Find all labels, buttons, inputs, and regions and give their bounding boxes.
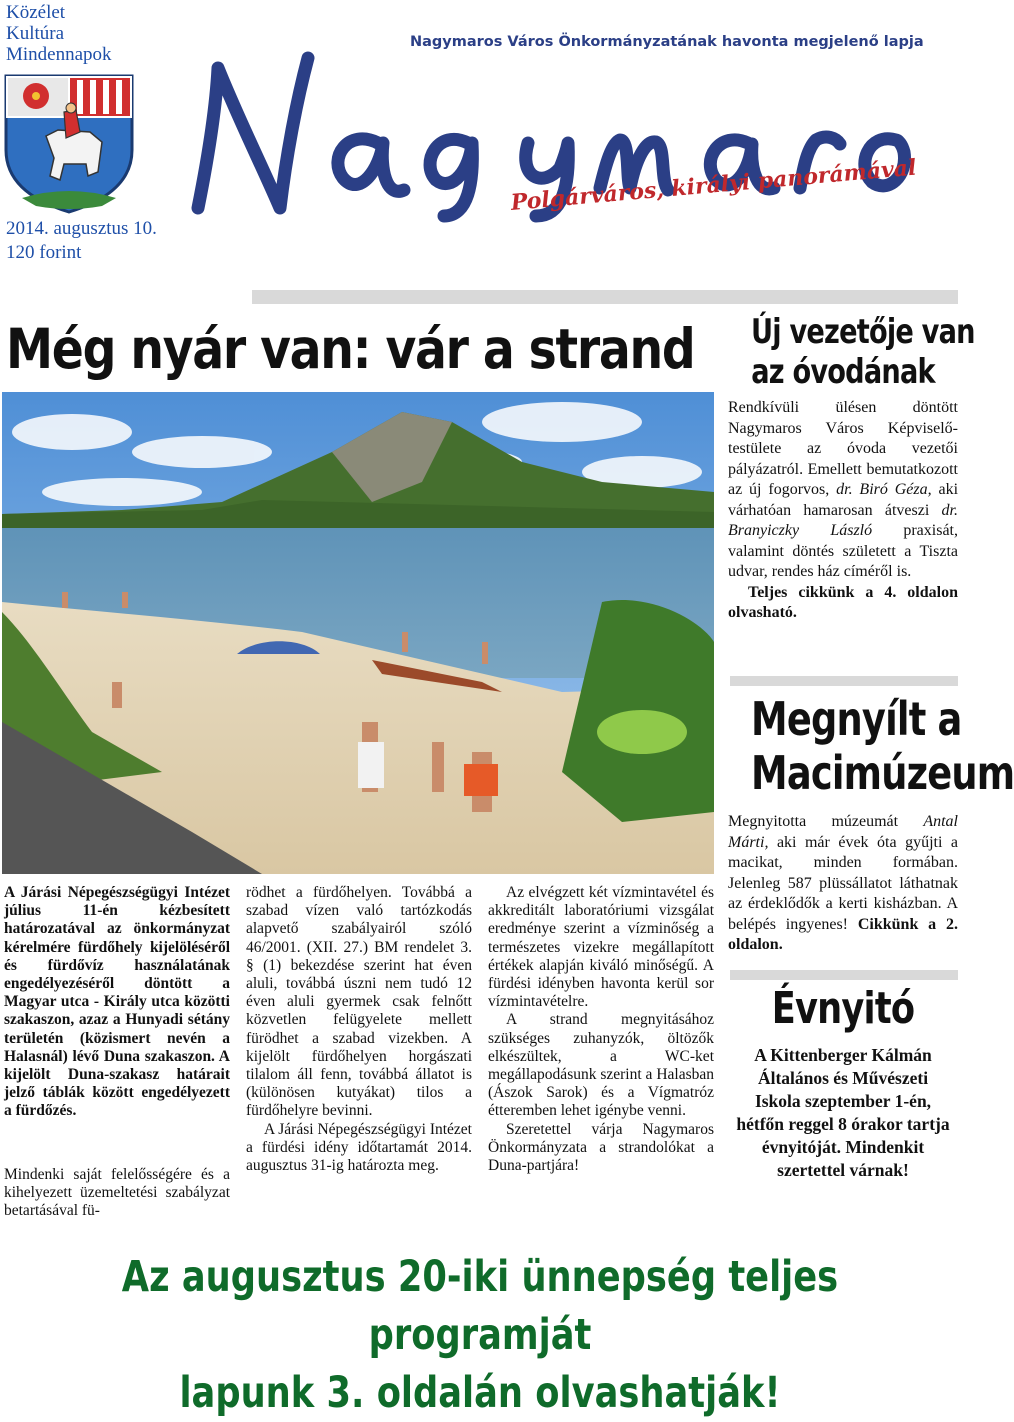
paper-subtitle: Nagymaros Város Önkormányzatának havonta megjelenő lapja <box>410 34 924 50</box>
person-name: Antal Márti, <box>728 813 958 851</box>
sidebar-story-kindergarten <box>728 312 975 624</box>
sidebar-text-part: Rendkívüli ülésen döntött Nagymaros Város Képviselő-testülete az óvoda vezetői pályázatról. Emellett bemutatkozott az új fogorvos, <box>728 399 958 498</box>
tagline-line: Közélet <box>6 2 66 23</box>
sidebar-headline: Macimúzeum <box>751 746 1014 800</box>
issue-price: 120 forint <box>6 242 82 263</box>
sidebar-text <box>728 398 958 624</box>
sidebar-text-part: aki várhatóan hamarosan átveszi <box>728 481 959 519</box>
slogan: Polgárváros, királyi panorámával <box>509 154 918 216</box>
article-column-1 <box>4 884 230 1121</box>
tagline-line: Mindennapok <box>6 44 112 65</box>
divider-rule <box>252 290 958 304</box>
article-paragraph: Az elvégzett két vízmintavétel és akkreditált laboratóriumi vizsgálat eredménye szerint a vízminőség a természetes vizekre megállapított értékek alapján kiváló minőségű. A fürdési idényben havonta kerül sor vízmintavételre. <box>488 884 714 1011</box>
sidebar-text-part: praxisát, valamint döntés született a Tiszta udvar, rendes ház címéről is. <box>728 522 958 580</box>
sidebar-story-museum <box>728 692 1014 956</box>
sidebar-divider <box>730 970 958 980</box>
article-lead: A Járási Népegészségügyi Intézet július 11-én kézbesített határozatával az önkormányzat kérelmére fürdőhely kijelöléséről és fürdővíz használatának engedélyezéséről döntött a Magyar utca - Király utca közötti szakaszon, azaz a Hunyadi sétány területén (közismert nevén a Halasnál) lévő Duna szakaszon. A kijelölt Duna-szakasz határait jelző táblák között engedélyezett a fürdőzés. <box>4 884 230 1120</box>
article-column-3 <box>488 884 714 1175</box>
sidebar-story-school <box>728 984 958 1182</box>
sidebar-headline: Megnyílt a <box>751 692 962 746</box>
main-headline: Még nyár van: vár a strand <box>6 317 695 381</box>
issue-date: 2014. augusztus 10. <box>6 218 157 239</box>
sidebar-text-part: aki már évek óta gyűjti a macikat, minden formában. Jelenleg 587 plüssállatot láthatnak az érdeklődők a kerti kisházban. A belépés ingyenes! <box>728 833 959 933</box>
article-paragraph: A Járási Népegészségügyi Intézet a fürdési idény időtartamát 2014. augusztus 31-ig határozta meg. <box>246 1120 472 1175</box>
article-paragraph: Szeretettel várja Nagymaros Önkormányzata a strandolókat a Duna-partjára! <box>488 1120 714 1175</box>
banner-line: Az augusztus 20-iki ünnepség teljes programját <box>121 1252 839 1360</box>
read-more: Cikkünk a 2. oldalon. <box>728 915 958 953</box>
sidebar-text: A Kittenberger Kálmán Általános és Művészeti Iskola szeptember 1-én, hétfőn reggel 8 órakor tartja évnyitóját. Mindenkit szertettel várnak! <box>736 1045 950 1180</box>
beach-photo <box>2 392 714 874</box>
tagline-line: Kultúra <box>6 23 65 44</box>
read-more: Teljes cikkünk a 4. oldalon olvasható. <box>728 583 958 621</box>
sidebar-headline: az óvodának <box>751 352 935 392</box>
sidebar-headline: Új vezetője van <box>751 312 975 352</box>
sidebar-divider <box>730 676 958 686</box>
article-paragraph: Mindenki saját felelősségére és a kihelyezett üzemeltetési szabályzat betartásával fü- <box>4 1166 230 1220</box>
bottom-banner <box>91 1248 868 1422</box>
article-column-1-body <box>4 1166 230 1221</box>
sidebar-text-part: Megnyitotta múzeumát <box>728 813 899 830</box>
masthead-tagline <box>6 2 156 65</box>
person-name: dr. Biró Géza, <box>836 481 932 498</box>
person-name: dr. Branyiczky László <box>728 501 958 539</box>
article-paragraph: rödhet a fürdőhelyen. Továbbá a szabad vízen való tartózkodás alapvető szabályairól szóló 46/2001. (XII. 27.) BM rendelet 3. § (1) bekezdése szerint hat éven aluli, továbbá úszni nem tudó 12 éven aluli gyermek csak felnőtt közvetlen felügyelete mellett fürödhet a szabad vizekben. A kijelölt fürdőhelyen horgászati tilalom áll fenn, továbbá állatot is (különösen kutyákat) tilos a fürdőhelyre bevinni. <box>246 884 472 1120</box>
sidebar-headline: Évnyitó <box>771 983 915 1034</box>
sidebar <box>728 312 975 624</box>
sidebar-text <box>728 812 958 956</box>
coat-of-arms-icon <box>2 72 136 214</box>
article-paragraph: A strand megnyitásához szükséges zuhanyzók, öltözők elkészültek, a WC-ket megállapodásunk szerint a Halasban (Ászok Sarok) és a Vígmatróz étteremben lehet igénybe venni. <box>488 1011 714 1120</box>
banner-line: lapunk 3. oldalán olvashatják! <box>179 1368 781 1418</box>
article-column-2 <box>246 884 472 1175</box>
